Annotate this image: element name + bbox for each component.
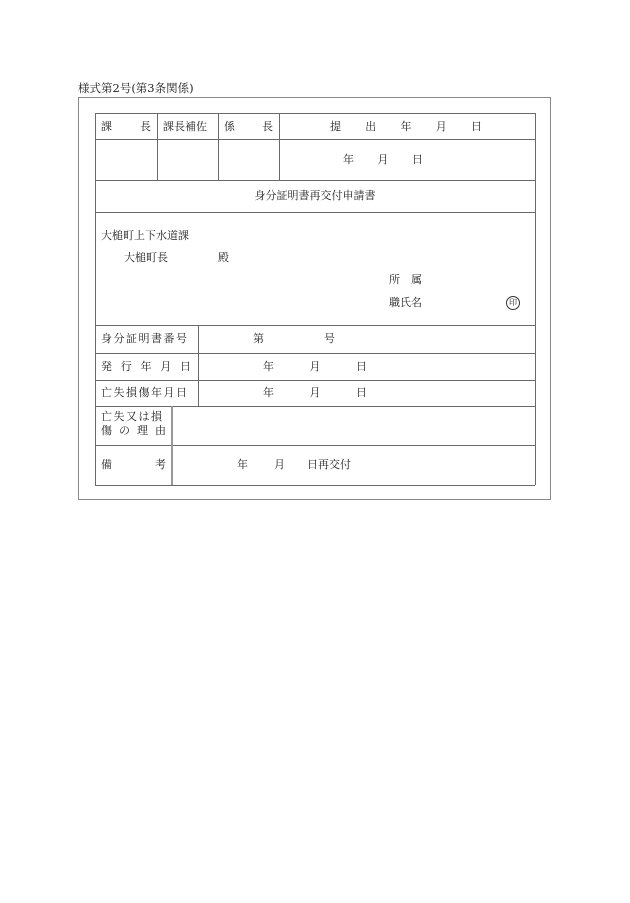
issue-date-field[interactable]: [263, 360, 367, 374]
date-unit: 月: [377, 153, 389, 166]
row-divider: [95, 353, 535, 354]
row-divider: [95, 445, 535, 446]
date-unit: 月: [309, 360, 321, 373]
reason-label-line2: [101, 424, 166, 438]
header-section-chief: [101, 120, 151, 134]
row-divider: [95, 325, 535, 326]
date-unit: 年: [263, 360, 274, 373]
remarks-year: 年: [237, 458, 248, 471]
table-border-bottom: [95, 485, 535, 486]
stamp-box-assistant-chief[interactable]: [158, 140, 217, 179]
addressee-mayor: 大槌町長: [124, 251, 168, 264]
header-char: 月: [435, 120, 447, 133]
submission-date-field[interactable]: [343, 153, 423, 167]
id-number-prefix: 第: [253, 332, 264, 345]
date-unit: 年: [263, 386, 274, 399]
form-title: 身分証明書再交付申請書: [254, 189, 376, 202]
header-char: 長: [262, 120, 273, 133]
header-submission-date: [330, 120, 482, 134]
label-char: 傷: [101, 424, 112, 437]
header-char: 年: [400, 120, 412, 133]
label-char: 発: [101, 360, 112, 373]
label-char: 備: [101, 458, 112, 471]
label-char: 年: [140, 360, 152, 373]
col-divider: [279, 113, 280, 180]
addressee-department: 大槌町上下水道課: [101, 229, 189, 242]
issue-date-label: [101, 360, 191, 374]
affiliation-field[interactable]: [430, 271, 520, 287]
stamp-box-section-chief[interactable]: [96, 140, 156, 179]
id-number-field[interactable]: [268, 330, 320, 348]
reason-field[interactable]: [174, 408, 532, 443]
label-char: の: [119, 424, 130, 437]
id-number-suffix: 号: [324, 332, 335, 345]
row-divider: [95, 406, 535, 407]
header-char: 出: [365, 120, 377, 133]
stamp-box-subsection-chief[interactable]: [219, 140, 278, 179]
header-char: 提: [330, 120, 341, 133]
reason-label-line1: 亡失又は損: [101, 410, 164, 423]
header-char: 係: [224, 120, 235, 133]
row-divider: [95, 180, 535, 181]
date-unit: 月: [309, 386, 321, 399]
table-border-right: [535, 113, 536, 485]
label-char: 理: [137, 424, 148, 437]
header-subsection-chief: [224, 120, 273, 134]
remarks-label: [101, 458, 166, 472]
header-char: 日: [471, 120, 482, 133]
loss-date-field[interactable]: [263, 386, 367, 400]
header-char: 課: [101, 120, 112, 133]
label-char: 由: [155, 424, 166, 437]
remarks-reissue: 日再交付: [307, 458, 351, 471]
label-char: 行: [120, 360, 132, 373]
seal-icon: 印: [506, 296, 520, 310]
row-divider: [95, 212, 535, 213]
label-char: 月: [160, 360, 172, 373]
label-char: 日: [180, 360, 191, 373]
header-assistant-chief: 課長補佐: [163, 120, 207, 133]
date-unit: 日: [356, 386, 367, 399]
form-caption: 様式第2号(第3条関係): [78, 81, 194, 95]
remarks-month: 月: [274, 458, 285, 471]
date-unit: 日: [356, 360, 367, 373]
loss-date-label: 亡失損傷年月日: [101, 386, 189, 399]
date-unit: 年: [343, 153, 354, 166]
remarks-field[interactable]: [200, 450, 360, 480]
id-number-label: 身分証明書番号: [101, 332, 189, 345]
row-divider: [95, 380, 535, 381]
label-col-divider: [171, 406, 173, 485]
name-label: 職氏名: [389, 296, 422, 309]
name-field[interactable]: [430, 294, 500, 310]
header-char: 長: [140, 120, 151, 133]
addressee-honorific: 殿: [218, 251, 229, 264]
label-char: 考: [155, 458, 166, 471]
date-unit: 日: [412, 153, 423, 166]
table-border-top: [95, 113, 535, 114]
label-col-divider: [198, 325, 199, 406]
affiliation-label: 所 属: [389, 273, 422, 286]
